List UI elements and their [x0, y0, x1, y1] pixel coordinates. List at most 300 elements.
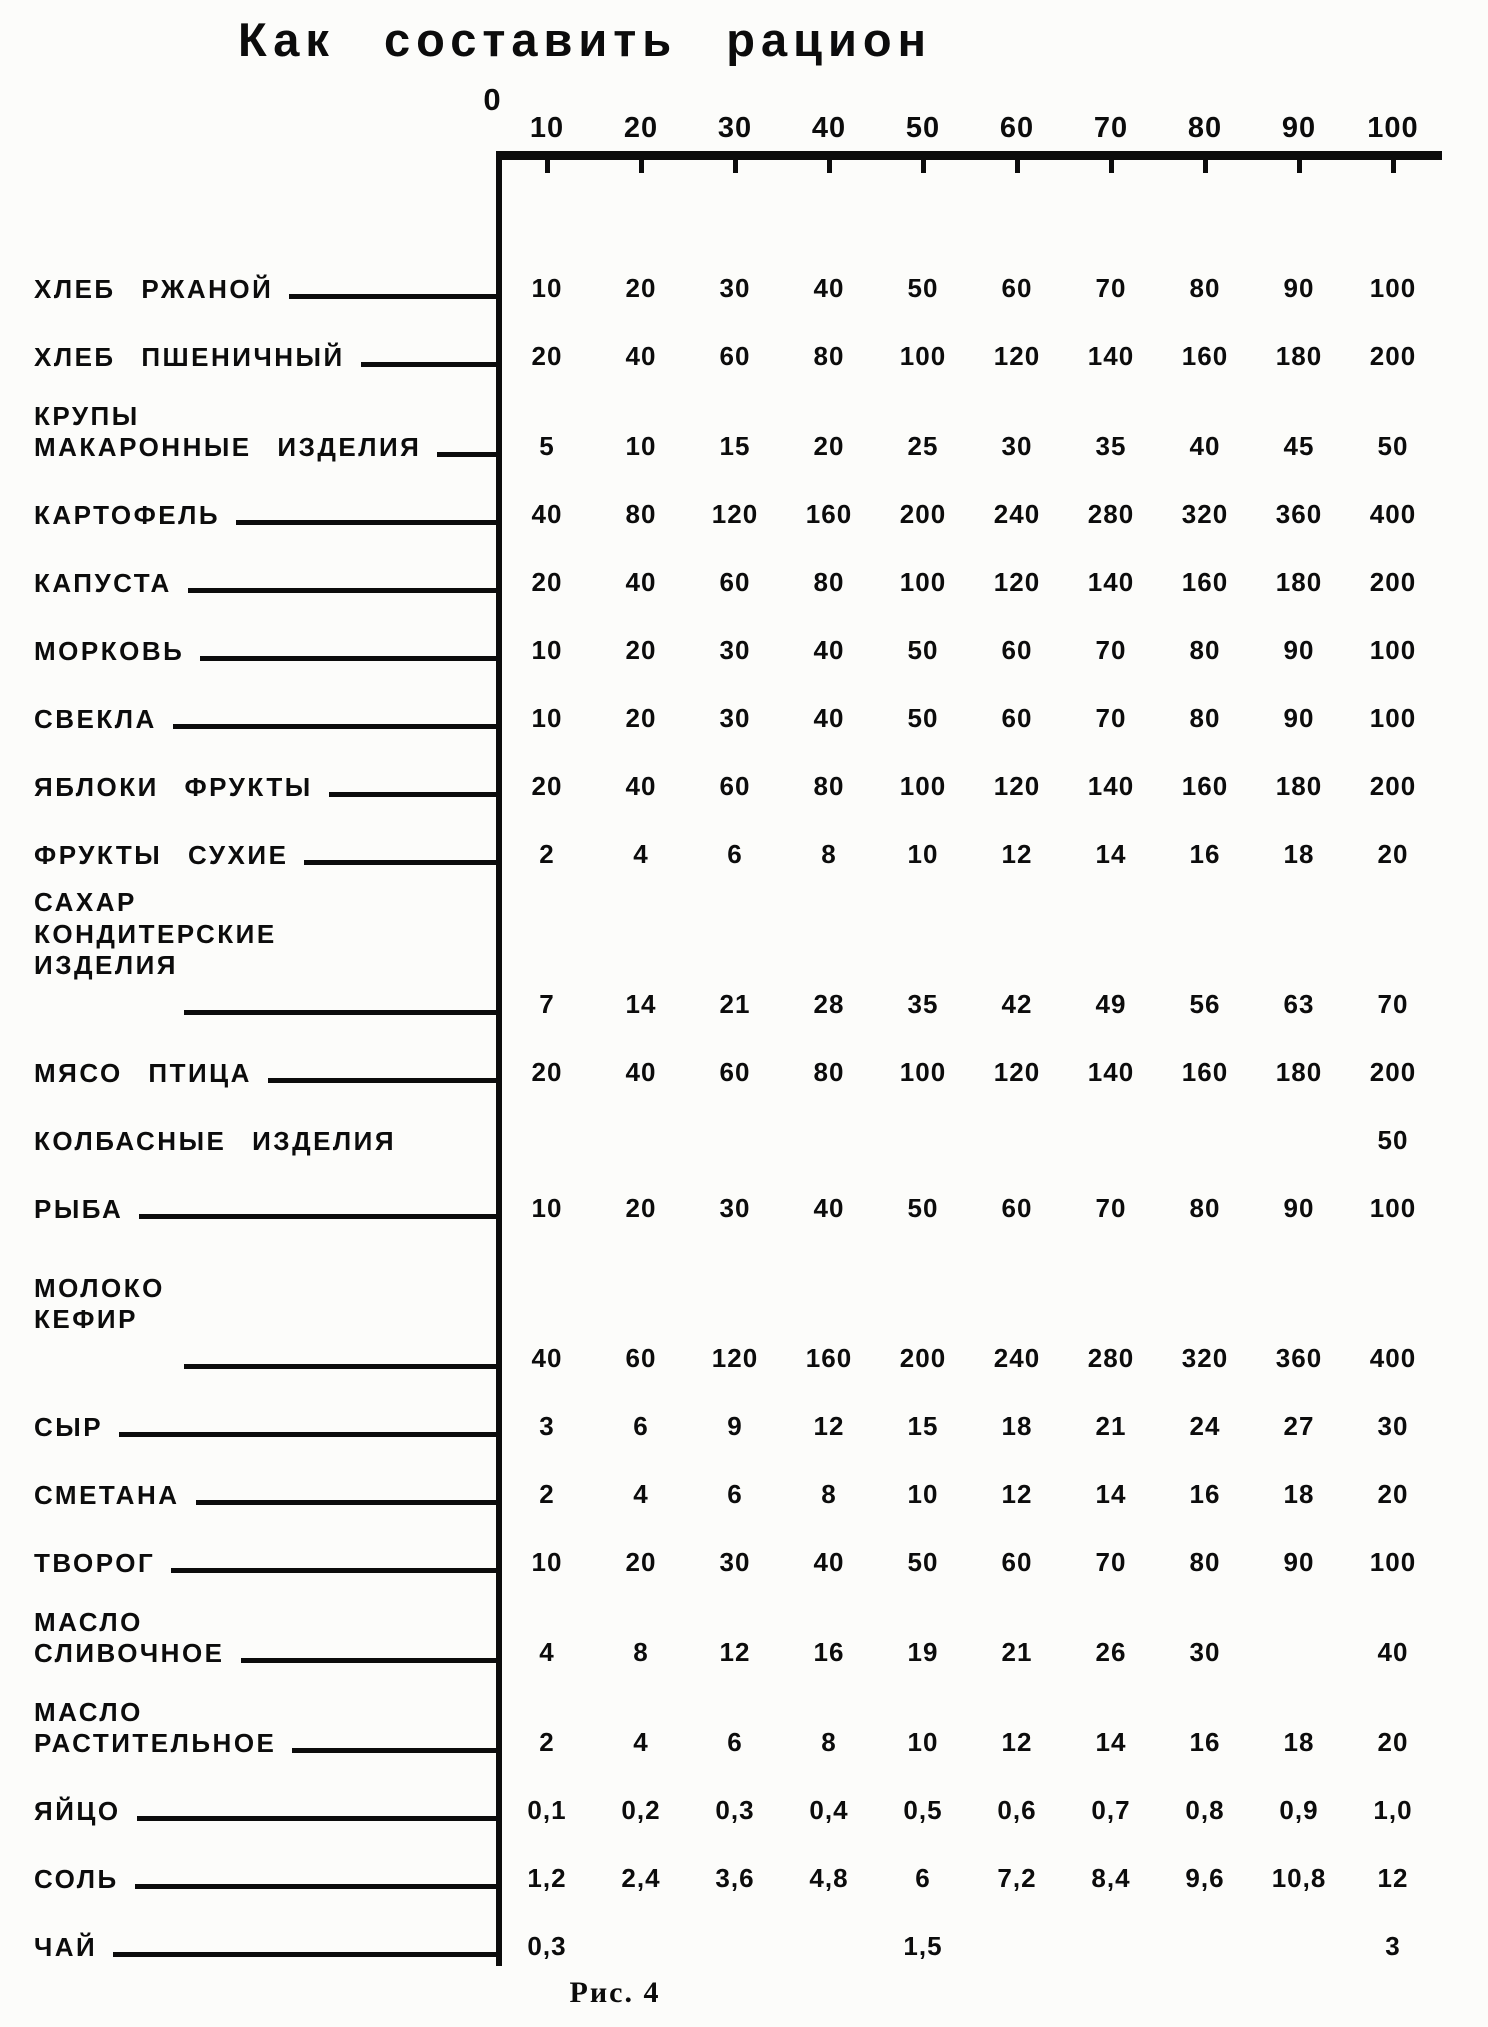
axis-tick-label: 90: [1281, 112, 1317, 144]
value-cell: 8: [633, 1637, 649, 1667]
row-label: МЯСО ПТИЦА: [34, 1058, 252, 1089]
leader-line: [139, 1214, 500, 1219]
leader-line: [304, 860, 500, 865]
value-cell: 20: [531, 341, 563, 371]
row-label: МАСЛО: [34, 1696, 143, 1727]
row-values: [500, 1863, 1440, 1896]
value-cell: 8: [821, 839, 837, 869]
row-label: САХАР: [34, 886, 137, 917]
row-label: ФРУКТЫ СУХИЕ: [34, 840, 289, 871]
axis-zero-label: 0: [483, 82, 501, 117]
row-label-cell: [0, 274, 500, 306]
row-label-cell: [0, 704, 500, 736]
value-cell: 20: [1377, 839, 1409, 869]
value-cell: 10: [907, 1479, 939, 1509]
row-label-cell: [0, 636, 500, 668]
food-row: [0, 1376, 1488, 1444]
value-cell: 40: [531, 1343, 563, 1373]
value-cell: 40: [625, 567, 657, 597]
row-label-last-line: [34, 1796, 500, 1828]
value-cell: 10: [625, 431, 657, 461]
value-cell: 40: [813, 1547, 845, 1577]
row-label-cell: [0, 1194, 500, 1226]
axis-tick-label: 20: [623, 112, 659, 144]
row-values: [500, 1125, 1440, 1158]
value-cell: 60: [1001, 635, 1033, 665]
value-cell: 20: [531, 567, 563, 597]
food-row: [0, 1444, 1488, 1512]
value-cell: 20: [625, 635, 657, 665]
value-cell: [970, 1125, 1064, 1158]
value-cell: 9: [727, 1411, 743, 1441]
value-cell: 10: [531, 1547, 563, 1577]
value-cell: 1,5: [903, 1931, 943, 1961]
row-values: [500, 839, 1440, 872]
food-row: [0, 1022, 1488, 1090]
axis-tick-label: 70: [1093, 112, 1129, 144]
value-cell: 200: [899, 1343, 947, 1373]
value-cell: 140: [1087, 1057, 1135, 1087]
value-cell: 100: [1369, 703, 1417, 733]
row-label: РЫБА: [34, 1194, 124, 1225]
value-cell: 50: [907, 635, 939, 665]
value-cell: 60: [1001, 1547, 1033, 1577]
value-cell: 200: [1369, 341, 1417, 371]
axis-tick-label: 100: [1367, 112, 1419, 144]
leader-line: [173, 724, 500, 729]
value-cell: 40: [1377, 1637, 1409, 1667]
value-cell: 4: [633, 1479, 649, 1509]
row-label-last-line: [34, 1480, 500, 1512]
row-label: ЧАЙ: [34, 1932, 98, 1963]
value-cell: 280: [1087, 499, 1135, 529]
row-label-last-line: [34, 1638, 500, 1670]
row-values: [500, 1193, 1440, 1226]
row-label: РАСТИТЕЛЬНОЕ: [34, 1728, 277, 1759]
leader-line: [184, 1364, 500, 1369]
food-row: [0, 532, 1488, 600]
value-cell: 7: [539, 989, 555, 1019]
row-label-cell: [0, 1412, 500, 1444]
food-row: [0, 804, 1488, 872]
row-label: СОЛЬ: [34, 1864, 119, 1895]
value-cell: 3: [539, 1411, 555, 1441]
food-row: [0, 1828, 1488, 1896]
value-cell: 16: [813, 1637, 845, 1667]
axis-tick: [921, 157, 926, 173]
value-cell: 70: [1095, 635, 1127, 665]
row-label-cell: [0, 500, 500, 532]
value-cell: 30: [719, 273, 751, 303]
row-values: [500, 989, 1440, 1022]
axis-tick: [827, 157, 832, 173]
row-label: ХЛЕБ ПШЕНИЧНЫЙ: [34, 342, 345, 373]
axis-tick: [1297, 157, 1302, 173]
value-cell: 10: [531, 273, 563, 303]
value-cell: 70: [1095, 1193, 1127, 1223]
row-label: ЯБЛОКИ ФРУКТЫ: [34, 772, 313, 803]
food-row: [0, 238, 1488, 306]
row-label-cell: [0, 1480, 500, 1512]
axis-tick-label: 40: [811, 112, 847, 144]
value-cell: 80: [1189, 1193, 1221, 1223]
value-cell: 15: [719, 431, 751, 461]
value-cell: 70: [1377, 989, 1409, 1019]
food-row: [0, 668, 1488, 736]
value-cell: 14: [1095, 1727, 1127, 1757]
value-cell: 28: [813, 989, 845, 1019]
food-row: [0, 600, 1488, 668]
row-values: [500, 1795, 1440, 1828]
value-cell: 40: [813, 1193, 845, 1223]
value-cell: 63: [1283, 989, 1315, 1019]
leader-line: [137, 1816, 500, 1821]
value-cell: 1,2: [527, 1863, 567, 1893]
value-cell: 180: [1275, 1057, 1323, 1087]
leader-line: [200, 656, 500, 661]
value-cell: [688, 1125, 782, 1158]
value-cell: 30: [1377, 1411, 1409, 1441]
value-cell: 40: [625, 771, 657, 801]
row-label-cell: [0, 401, 500, 464]
value-cell: 80: [1189, 635, 1221, 665]
value-cell: 50: [907, 703, 939, 733]
value-cell: 10: [531, 1193, 563, 1223]
row-label: СЛИВОЧНОЕ: [34, 1638, 225, 1669]
row-values: [500, 1727, 1440, 1760]
row-label: СЫР: [34, 1412, 104, 1443]
leader-row: [34, 1010, 500, 1022]
value-cell: 140: [1087, 341, 1135, 371]
figure-caption: Рис. 4: [569, 1976, 661, 2009]
leader-line: [113, 1952, 500, 1957]
value-cell: 12: [813, 1411, 845, 1441]
value-cell: 2,4: [621, 1863, 661, 1893]
axis-tick: [1109, 157, 1114, 173]
food-row: [0, 736, 1488, 804]
row-label-cell: [0, 1932, 500, 1964]
value-cell: 35: [907, 989, 939, 1019]
row-label: КОНДИТЕРСКИЕ: [34, 918, 277, 949]
leader-line: [171, 1568, 500, 1573]
food-row: [0, 1670, 1488, 1760]
row-label-last-line: [34, 1864, 500, 1896]
value-cell: 120: [711, 499, 759, 529]
value-cell: 40: [813, 635, 845, 665]
value-cell: [1064, 1125, 1158, 1158]
row-label-last-line: [34, 274, 500, 306]
value-cell: 80: [1189, 273, 1221, 303]
value-cell: 200: [1369, 1057, 1417, 1087]
row-label: ЯЙЦО: [34, 1796, 121, 1827]
row-label-last-line: [34, 432, 500, 464]
row-label-cell: [0, 1126, 500, 1158]
value-cell: 100: [899, 1057, 947, 1087]
value-cell: 40: [531, 499, 563, 529]
row-label-last-line: [34, 772, 500, 804]
value-cell: 27: [1283, 1411, 1315, 1441]
row-label-cell: [0, 1273, 500, 1376]
leader-line: [437, 452, 500, 457]
value-cell: 70: [1095, 1547, 1127, 1577]
leader-line: [289, 294, 500, 299]
food-row: [0, 1512, 1488, 1580]
value-cell: 0,9: [1279, 1795, 1319, 1825]
axis-header: [0, 82, 1488, 160]
row-label-last-line: [34, 1728, 500, 1760]
value-cell: 2: [539, 1479, 555, 1509]
value-cell: 360: [1275, 499, 1323, 529]
value-cell: 70: [1095, 703, 1127, 733]
food-row: [0, 464, 1488, 532]
axis-tick: [545, 157, 550, 173]
value-cell: 30: [719, 703, 751, 733]
value-cell: 30: [1189, 1637, 1221, 1667]
value-cell: 20: [531, 771, 563, 801]
row-label: МАСЛО: [34, 1606, 143, 1637]
value-cell: 50: [1377, 1125, 1409, 1155]
value-cell: 8: [821, 1479, 837, 1509]
value-cell: 6: [633, 1411, 649, 1441]
row-values: [500, 703, 1440, 736]
value-cell: 100: [899, 567, 947, 597]
value-cell: 16: [1189, 1727, 1221, 1757]
value-cell: 20: [813, 431, 845, 461]
value-cell: 6: [727, 1727, 743, 1757]
value-cell: 16: [1189, 839, 1221, 869]
value-cell: 40: [813, 273, 845, 303]
value-cell: 100: [899, 341, 947, 371]
value-cell: 2: [539, 1727, 555, 1757]
value-cell: 120: [993, 1057, 1041, 1087]
value-cell: 0,6: [997, 1795, 1037, 1825]
value-cell: 140: [1087, 771, 1135, 801]
value-cell: 280: [1087, 1343, 1135, 1373]
value-cell: 7,2: [997, 1863, 1037, 1893]
value-cell: [594, 1125, 688, 1158]
value-cell: 360: [1275, 1343, 1323, 1373]
value-cell: 200: [1369, 567, 1417, 597]
row-label: МОРКОВЬ: [34, 636, 185, 667]
value-cell: 18: [1001, 1411, 1033, 1441]
value-cell: 14: [1095, 839, 1127, 869]
row-label: ХЛЕБ РЖАНОЙ: [34, 274, 274, 305]
value-cell: 6: [727, 1479, 743, 1509]
value-cell: [688, 1931, 782, 1964]
axis-tick-label: 10: [529, 112, 565, 144]
leader-line: [361, 362, 500, 367]
row-label-last-line: [34, 1548, 500, 1580]
value-cell: 60: [1001, 1193, 1033, 1223]
value-cell: 0,7: [1091, 1795, 1131, 1825]
row-label-cell: [0, 1058, 500, 1090]
row-values: [500, 431, 1440, 464]
row-values: [500, 567, 1440, 600]
value-cell: 200: [1369, 771, 1417, 801]
value-cell: 8,4: [1091, 1863, 1131, 1893]
value-cell: 90: [1283, 1547, 1315, 1577]
value-cell: 120: [993, 771, 1041, 801]
value-cell: 60: [719, 1057, 751, 1087]
row-label: КАРТОФЕЛЬ: [34, 500, 221, 531]
leader-line: [329, 792, 500, 797]
value-cell: [1064, 1931, 1158, 1964]
value-cell: [1158, 1125, 1252, 1158]
value-cell: 160: [805, 499, 853, 529]
rows: [0, 238, 1488, 1964]
row-values: [500, 1931, 1440, 1964]
row-label: СМЕТАНА: [34, 1480, 180, 1511]
value-cell: [782, 1931, 876, 1964]
row-label-cell: [0, 840, 500, 872]
value-cell: 12: [719, 1637, 751, 1667]
row-values: [500, 1637, 1440, 1670]
row-values: [500, 1547, 1440, 1580]
axis-tick-label: 50: [905, 112, 941, 144]
value-cell: 2: [539, 839, 555, 869]
value-cell: 100: [1369, 1193, 1417, 1223]
value-cell: [782, 1125, 876, 1158]
row-label: КРУПЫ: [34, 400, 140, 431]
value-cell: 160: [1181, 1057, 1229, 1087]
value-cell: 8: [821, 1727, 837, 1757]
row-label: КЕФИР: [34, 1304, 138, 1335]
food-row: [0, 1158, 1488, 1226]
value-cell: 120: [993, 341, 1041, 371]
value-cell: 16: [1189, 1479, 1221, 1509]
axis-tick: [1391, 157, 1396, 173]
leader-line: [241, 1658, 500, 1663]
row-label-cell: [0, 1607, 500, 1670]
value-cell: 140: [1087, 567, 1135, 597]
value-cell: 50: [907, 1547, 939, 1577]
leader-line: [196, 1500, 500, 1505]
value-cell: 4: [633, 839, 649, 869]
row-label-last-line: [34, 342, 500, 374]
row-label-cell: [0, 568, 500, 600]
value-cell: [1252, 1125, 1346, 1158]
value-cell: 18: [1283, 1479, 1315, 1509]
axis-tick: [1203, 157, 1208, 173]
row-values: [500, 1343, 1440, 1376]
value-cell: 40: [625, 1057, 657, 1087]
row-values: [500, 635, 1440, 668]
value-cell: 0,4: [809, 1795, 849, 1825]
value-cell: 20: [625, 1547, 657, 1577]
value-cell: 90: [1283, 273, 1315, 303]
value-cell: 400: [1369, 1343, 1417, 1373]
value-cell: 80: [813, 771, 845, 801]
value-cell: 26: [1095, 1637, 1127, 1667]
value-cell: 80: [1189, 703, 1221, 733]
row-label-cell: [0, 342, 500, 374]
value-cell: 160: [1181, 771, 1229, 801]
value-cell: 40: [625, 341, 657, 371]
value-cell: 30: [719, 1193, 751, 1223]
axis-tick: [1015, 157, 1020, 173]
value-cell: 14: [1095, 1479, 1127, 1509]
value-cell: 14: [625, 989, 657, 1019]
value-cell: 20: [625, 1193, 657, 1223]
value-cell: 45: [1283, 431, 1315, 461]
value-cell: 180: [1275, 341, 1323, 371]
value-cell: 0,1: [527, 1795, 567, 1825]
value-cell: [876, 1125, 970, 1158]
value-cell: 12: [1001, 839, 1033, 869]
row-label: ИЗДЕЛИЯ: [34, 950, 178, 981]
value-cell: 200: [899, 499, 947, 529]
value-cell: [1252, 1637, 1346, 1670]
value-cell: 4,8: [809, 1863, 849, 1893]
value-cell: 20: [1377, 1479, 1409, 1509]
value-cell: 50: [907, 273, 939, 303]
ration-chart: [0, 82, 1488, 1964]
leader-line: [184, 1010, 500, 1015]
leader-line: [135, 1884, 500, 1889]
value-cell: 60: [1001, 273, 1033, 303]
value-cell: 10: [531, 703, 563, 733]
value-cell: 3,6: [715, 1863, 755, 1893]
food-row: [0, 374, 1488, 464]
row-label-cell: [0, 1864, 500, 1896]
value-cell: 35: [1095, 431, 1127, 461]
value-cell: 56: [1189, 989, 1221, 1019]
value-cell: 80: [625, 499, 657, 529]
row-label-last-line: [34, 568, 500, 600]
value-cell: 10,8: [1271, 1863, 1327, 1893]
value-cell: 20: [1377, 1727, 1409, 1757]
value-cell: 240: [993, 499, 1041, 529]
row-values: [500, 1057, 1440, 1090]
value-cell: 40: [813, 703, 845, 733]
axis-tick: [733, 157, 738, 173]
row-label: ТВОРОГ: [34, 1548, 156, 1579]
row-label: МАКАРОННЫЕ ИЗДЕЛИЯ: [34, 432, 422, 463]
value-cell: 21: [1095, 1411, 1127, 1441]
food-row: [0, 1580, 1488, 1670]
value-cell: 21: [719, 989, 751, 1019]
value-cell: 60: [1001, 703, 1033, 733]
value-cell: 180: [1275, 567, 1323, 597]
leader-line: [119, 1432, 500, 1437]
row-label-cell: [0, 887, 500, 1022]
row-values: [500, 771, 1440, 804]
row-label-last-line: [34, 704, 500, 736]
value-cell: 10: [907, 839, 939, 869]
food-row: [0, 1226, 1488, 1376]
row-values: [500, 273, 1440, 306]
value-cell: 10: [907, 1727, 939, 1757]
value-cell: 30: [719, 1547, 751, 1577]
value-cell: 0,8: [1185, 1795, 1225, 1825]
value-cell: 0,3: [527, 1931, 567, 1961]
row-label-cell: [0, 772, 500, 804]
axis-tick: [639, 157, 644, 173]
food-row: [0, 1760, 1488, 1828]
axis-tick-label: 30: [717, 112, 753, 144]
value-cell: 24: [1189, 1411, 1221, 1441]
value-cell: 60: [719, 341, 751, 371]
value-cell: 0,2: [621, 1795, 661, 1825]
row-label: МОЛОКО: [34, 1272, 165, 1303]
value-cell: 60: [625, 1343, 657, 1373]
row-values: [500, 341, 1440, 374]
axis-tick-label: 80: [1187, 112, 1223, 144]
value-cell: 30: [1001, 431, 1033, 461]
value-cell: 21: [1001, 1637, 1033, 1667]
value-cell: 4: [539, 1637, 555, 1667]
food-row: [0, 1090, 1488, 1158]
